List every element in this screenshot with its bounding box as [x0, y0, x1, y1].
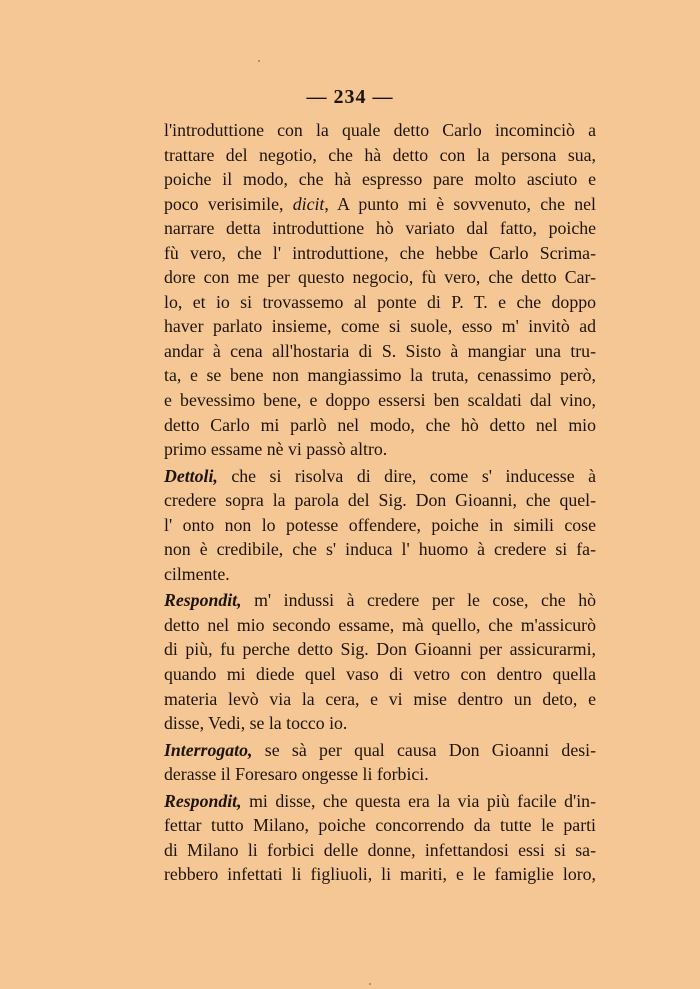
- text-line: [164, 143, 596, 168]
- text-line: [164, 562, 596, 587]
- text-segment: non è credibile, che s' induca l' huomo à credere si fa-: [164, 539, 596, 560]
- text-segment: materia levò via la cera, e vi mise dentro un deto, e: [164, 688, 596, 709]
- text-segment: se sà per qual causa Don Gioanni desi-: [252, 739, 596, 760]
- text-segment: quando mi diede quel vaso di vetro con dentro quella: [164, 664, 596, 685]
- body-text: [164, 118, 596, 887]
- speaker-label: Interrogato,: [164, 739, 253, 760]
- text-segment: di Milano li forbici delle donne, infettandosi essi si sa-: [164, 839, 596, 860]
- text-line: [164, 513, 596, 538]
- text-segment: , A punto mi è sovvenuto, che nel: [324, 193, 596, 214]
- text-line: [164, 762, 596, 787]
- text-line: [164, 813, 596, 838]
- text-line: [164, 662, 596, 687]
- text-segment: cilmente.: [164, 563, 230, 584]
- text-segment: fù vero, che l' introduttione, che hebbe Carlo Scrima-: [164, 242, 596, 263]
- text-line: [164, 265, 596, 290]
- text-line: [164, 488, 596, 513]
- text-segment: derasse il Foresaro ongesse li forbici.: [164, 764, 429, 785]
- text-line: [164, 687, 596, 712]
- text-segment: e bevessimo bene, e doppo essersi ben scaldati dal vino,: [164, 390, 596, 411]
- text-segment: credere sopra la parola del Sig. Don Gioanni, che quel-: [164, 490, 596, 511]
- paper-speck: [369, 983, 371, 985]
- text-line: [164, 862, 596, 887]
- text-segment: mi disse, che questa era la via più facile d'in-: [241, 790, 596, 811]
- text-segment: detto nel mio secondo essame, mà quello, che m'assicurò: [164, 614, 596, 635]
- text-segment: ta, e se bene non mangiassimo la truta, cenassimo però,: [164, 365, 596, 386]
- speaker-label: Respondit,: [164, 590, 242, 611]
- text-line: [164, 537, 596, 562]
- text-segment: andar à cena all'hostaria di S. Sisto à mangiar una tru-: [164, 340, 596, 361]
- text-segment: narrare detta introduttione hò variato dal fatto, poiche: [164, 218, 596, 239]
- text-line: [164, 789, 596, 814]
- text-line: [164, 738, 596, 763]
- text-line: [164, 314, 596, 339]
- text-segment: dore con me per questo negocio, fù vero, che detto Car-: [164, 267, 596, 288]
- page-number: — 234 —: [306, 86, 394, 108]
- text-segment: disse, Vedi, se la tocco io.: [164, 713, 348, 734]
- text-line: [164, 167, 596, 192]
- text-line: [164, 118, 596, 143]
- text-line: [164, 637, 596, 662]
- italic-term: dicit: [292, 193, 325, 214]
- text-line: [164, 413, 596, 438]
- text-line: [164, 339, 596, 364]
- text-segment: poiche il modo, che hà espresso pare molto asciuto e: [164, 169, 596, 190]
- text-line: [164, 363, 596, 388]
- paper-speck: [258, 60, 260, 62]
- text-line: [164, 216, 596, 241]
- text-line: [164, 613, 596, 638]
- text-line: [164, 838, 596, 863]
- text-segment: che si risolva di dire, come s' inducesse à: [217, 465, 596, 486]
- text-segment: detto Carlo mi parlò nel modo, che hò detto nel mio: [164, 414, 596, 435]
- speaker-label: Dettoli,: [164, 465, 218, 486]
- text-line: [164, 192, 596, 217]
- text-segment: m' indussi à credere per le cose, che hò: [241, 590, 596, 611]
- speaker-label: Respondit,: [164, 790, 242, 811]
- text-segment: haver parlato insieme, come si suole, esso m' invitò ad: [164, 316, 596, 337]
- text-segment: poco verisimile,: [164, 193, 293, 214]
- text-segment: primo essame nè vi passò altro.: [164, 439, 388, 460]
- text-segment: l'introduttione con la quale detto Carlo incominciò a: [164, 120, 596, 140]
- text-line: [164, 388, 596, 413]
- text-segment: di più, fu perche detto Sig. Don Gioanni per assicurarmi,: [164, 639, 596, 660]
- text-segment: trattare del negotio, che hà detto con la persona sua,: [164, 144, 596, 165]
- text-line: [164, 464, 596, 489]
- text-segment: rebbero infettati li figliuoli, li mariti, e le famiglie loro,: [164, 864, 596, 885]
- text-line: [164, 437, 596, 462]
- text-line: [164, 290, 596, 315]
- text-line: [164, 588, 596, 613]
- text-line: [164, 711, 596, 736]
- text-segment: l' onto non lo potesse offendere, poiche in simili cose: [164, 514, 596, 535]
- text-line: [164, 241, 596, 266]
- text-segment: fettar tutto Milano, poiche concorrendo da tutte le parti: [164, 815, 596, 836]
- text-segment: lo, et io si trovassemo al ponte di P. T. e che doppo: [164, 291, 596, 312]
